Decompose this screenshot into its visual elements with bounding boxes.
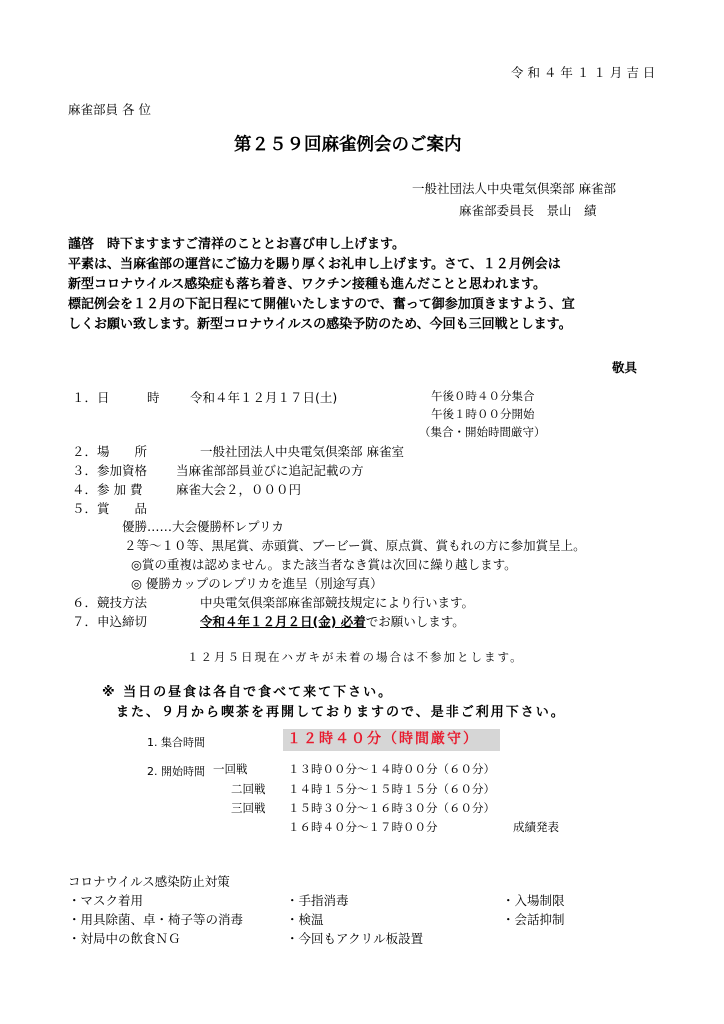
final-label: 成績発表 [513,820,559,834]
round-name: 一回戦 [213,762,248,776]
date-label: １．日 時 [72,390,160,405]
addressee: 麻雀部員 各 位 [68,102,151,117]
start-label: 2. 開始時間 [147,765,205,778]
qualification-value: 当麻雀部部員並びに追記記載の方 [176,463,364,478]
intro-line: 謹啓 時下ますますご清祥のこととお喜び申し上げます。 [68,237,405,252]
fee-label: ４．参 加 費 [72,482,143,497]
intro-line: 標記例会を１２月の下記日程にて開催いたしますので、奮って御参加頂きますよう、宜 [68,297,575,312]
intro-line: しくお願い致します。新型コロナウイルスの感染予防のため、今回も三回戦とします。 [68,317,572,332]
intro-line: 新型コロナウイルス感染症も落ち着き、ワクチン接種も進んだことと思われます。 [68,277,547,292]
method-value: 中央電気倶楽部麻雀部競技規定により行います。 [200,595,475,610]
meet-value: １２時４０分（時間厳守） [287,731,479,747]
covid-title: コロナウイルス感染防止対策 [68,874,230,889]
time-note: （集合・開始時間厳守） [419,425,546,439]
covid-item: ・会話抑制 [502,912,565,927]
method-label: ６．競技方法 [72,595,148,610]
covid-item: ・今回もアクリル板設置 [286,931,424,946]
covid-item: ・入場制限 [502,893,565,908]
covid-item: ・マスク着用 [68,893,144,908]
round-name: 二回戦 [231,782,266,796]
date-value: 令和４年１２月１７日(土) [190,390,338,405]
round-time: １５時３０分～１６時３０分（６０分） [288,801,495,815]
place-label: ２．場 所 [72,444,148,459]
registration-notice: １２月５日現在ハガキが未着の場合は不参加とします。 [187,650,524,664]
place-value: 一般社団法人中央電気倶楽部 麻雀室 [200,444,404,459]
round-time: １４時１５分～１５時１５分（６０分） [288,782,495,796]
prize-line: ２等～１０等、黒尾賞、赤頭賞、ブービー賞、原点賞、賞もれの方に参加賞呈上。 [124,538,586,553]
deadline [200,616,465,629]
deadline-suffix: でお願いします。 [365,614,465,629]
prize-line: ◎ 優勝カップのレプリカを進呈（別途写真） [131,576,383,591]
start-time: 午後１時００分開始 [431,407,535,421]
prize-label: ５．賞 品 [72,501,148,516]
covid-item: ・対局中の飲食ＮＧ [68,931,181,946]
intro-line: 平素は、当麻雀部の運営にご協力を賜り厚くお礼申し上げます。さて、１２月例会は [68,257,561,272]
fee-value: 麻雀大会２，０００円 [176,482,302,497]
final-time: １６時４０分～１７時００分 [288,820,438,834]
organization: 一般社団法人中央電気倶楽部 麻雀部 [412,181,616,196]
deadline-label: ７．申込締切 [72,614,148,629]
meet-time: 午後０時４０分集合 [431,389,535,403]
qualification-label: ３．参加資格 [72,463,148,478]
document-date: 令 和 ４ 年 １ １ 月 吉 日 [511,65,656,80]
prize-line: ◎賞の重複は認めません。また該当者なき賞は次回に繰り越します。 [131,557,517,572]
cafe-note: また、９月から喫茶を再開しておりますので、是非ご利用下さい。 [116,705,566,720]
document-title: 第２５９回麻雀例会のご案内 [234,135,462,155]
covid-item: ・用具除菌、卓・椅子等の消毒 [68,912,244,927]
sender: 麻雀部委員長 景山 績 [459,203,597,218]
prize-line: 優勝……大会優勝杯レプリカ [122,519,284,534]
meet-label: 1. 集合時間 [147,736,205,749]
lunch-note: ※ 当日の昼食は各自で食べて来て下さい。 [102,685,394,700]
round-name: 三回戦 [231,801,266,815]
deadline-value: 令和４年１２月２日(金) 必着 [200,614,366,629]
covid-item: ・検温 [286,912,324,927]
covid-item: ・手指消毒 [286,893,349,908]
round-time: １３時００分～１４時００分（６０分） [288,762,495,776]
closing: 敬具 [612,360,638,375]
